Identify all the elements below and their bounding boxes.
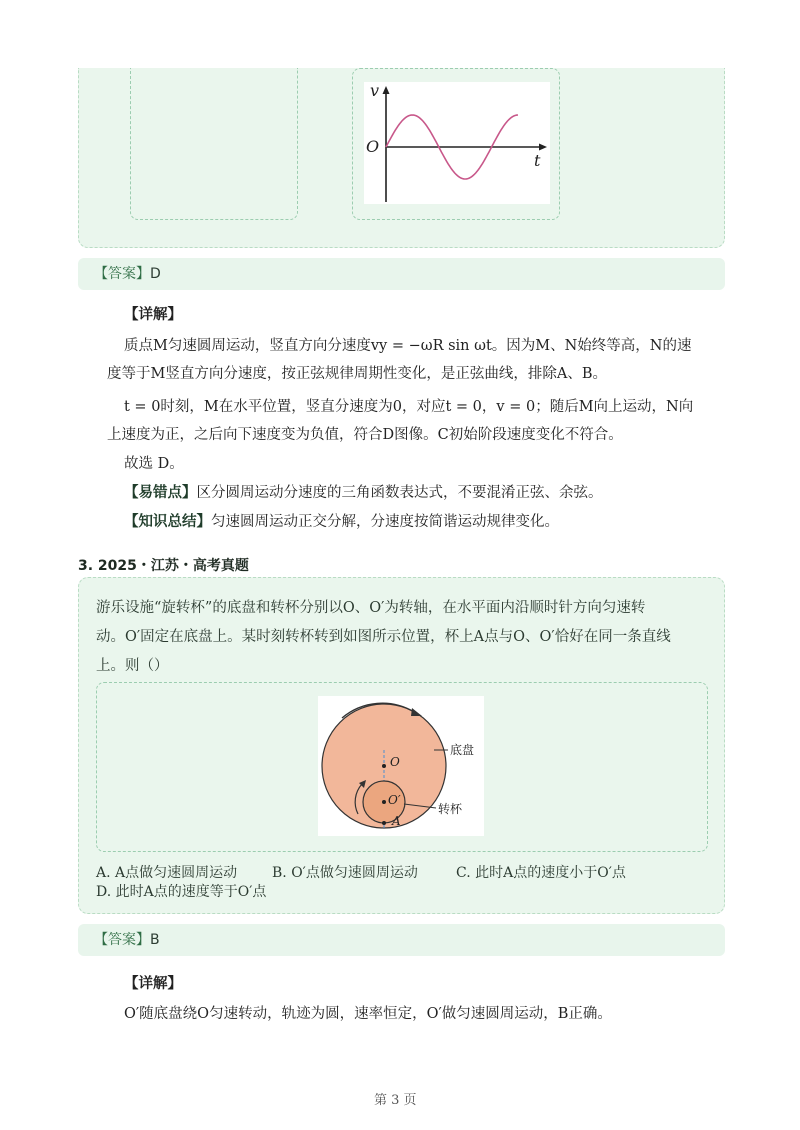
point-a (382, 821, 386, 825)
label-o: O (390, 755, 400, 769)
error-point (124, 481, 603, 502)
knowledge-summary (124, 510, 559, 531)
answer-value: B (150, 932, 160, 948)
explain3-heading: 【详解】 (124, 975, 182, 992)
explain-heading: 【详解】 (124, 306, 182, 323)
explain3-line: O′随底盘绕O匀速转动，轨迹为圆，速率恒定，O′做匀速圆周运动，B正确。 (124, 1006, 612, 1022)
answer-bar-q3 (78, 924, 725, 956)
knowledge-summary-tag: 【知识总结】 (124, 513, 211, 530)
knowledge-summary-text: 匀速圆周运动正交分解，分速度按简谐运动规律变化。 (211, 514, 559, 530)
answer-bar-q2 (78, 258, 725, 290)
option-a[interactable]: A. A点做匀速圆周运动 (96, 865, 238, 881)
stem-line-1: 游乐设施“旋转杯”的底盘和转杯分别以O、O′为转轴，在水平面内沿顺时针方向匀速转 (96, 600, 646, 616)
explain-line-5: 故选 D。 (124, 456, 184, 472)
label-a: A (392, 814, 401, 828)
rotating-cup-figure (318, 696, 484, 836)
origin-label: O (366, 137, 380, 156)
page-number: 第 3 页 (374, 1093, 417, 1108)
t-axis-label: t (534, 151, 541, 170)
velocity-time-graph (364, 82, 550, 204)
question3-title: 3. 2025・江苏・高考真题 (78, 558, 249, 574)
option-c[interactable]: C. 此时A点的速度小于O′点 (456, 865, 626, 881)
option-b[interactable]: B. O′点做匀速圆周运动 (272, 865, 418, 881)
explain-line-1: 质点M匀速圆周运动，竖直方向分速度vy = −ωR sin ωt。因为M、N始终等高，N的速 (124, 338, 692, 354)
explain-line-2: 度等于M竖直方向分速度，按正弦规律周期性变化，是正弦曲线，排除A、B。 (107, 366, 607, 382)
label-o-prime: O′ (388, 793, 401, 807)
stem-line-2: 动。O′固定在底盘上。某时刻转杯转到如图所示位置，杯上A点与O、O′恰好在同一条直线 (96, 629, 671, 645)
option-c-figure-box (130, 68, 298, 220)
answer-tag: 【答案】 (94, 932, 150, 948)
option-d[interactable]: D. 此时A点的速度等于O′点 (96, 884, 267, 900)
explain-line-4: 上速度为正，之后向下速度变为负值，符合D图像。C初始阶段速度变化不符合。 (107, 427, 623, 443)
stem-line-3: 上。则（） (96, 658, 169, 674)
answer-value: D (150, 266, 161, 282)
point-o (382, 764, 386, 768)
v-axis-label: v (370, 82, 380, 100)
cup-label: 转杯 (438, 802, 463, 816)
explain-line-3: t = 0时刻，M在水平位置，竖直分速度为0，对应t = 0，v = 0；随后M向上运动，N向 (124, 399, 694, 415)
point-o-prime (382, 800, 386, 804)
answer-tag: 【答案】 (94, 266, 150, 282)
question3-stem (96, 594, 716, 681)
base-label: 底盘 (450, 743, 475, 757)
error-point-tag: 【易错点】 (124, 484, 197, 501)
error-point-text: 区分圆周运动分速度的三角函数表达式，不要混淆正弦、余弦。 (196, 485, 603, 501)
